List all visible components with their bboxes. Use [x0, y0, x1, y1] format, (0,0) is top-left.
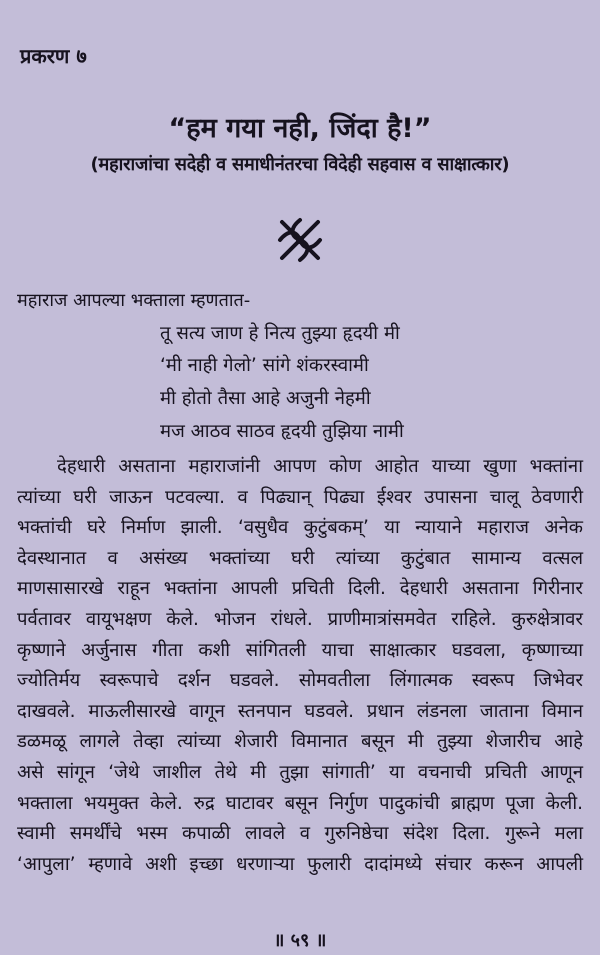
paragraph-line: भक्ताला भयमुक्त केले. रुद्र घाटावर बसून निर्गुण पादुकांची ब्राह्मण पूजा केली.	[17, 792, 583, 814]
paragraph-line: दाखवले. माऊलीसारखे वागून स्तनपान घडवले. प्रधान लंडनला जाताना विमान	[17, 700, 583, 722]
verse-line: मी होतो तैसा आहे अजुनी नेहमी	[160, 388, 371, 409]
paragraph-line: पर्वतावर वायूभक्षण केले. भोजन रांधले. प्राणीमात्रांसमवेत राहिले. कुरुक्षेत्रावर	[17, 608, 583, 630]
verse-line: ‘मी नाही गेलो’ सांगे शंकरस्वामी	[160, 355, 369, 376]
floral-ornament-icon	[276, 216, 324, 264]
paragraph-line: स्वामी समर्थींचे भस्म कपाळी लावले व गुरुनिष्ठेचा संदेश दिला. गुरूने मला	[17, 823, 583, 845]
chapter-label: प्रकरण ७	[20, 44, 87, 68]
paragraph-line: देहधारी असताना महाराजांनी आपण कोण आहोत याच्या खुणा भक्तांना	[57, 456, 583, 477]
paragraph-line: त्यांच्या घरी जाऊन पटवल्या. व पिढ्यान् पिढ्या ईश्वर उपासना चालू ठेवणारी	[17, 486, 583, 508]
paragraph-line: देवस्थानात व असंख्य भक्तांच्या घरी त्यांच्या कुटुंबात सामान्य वत्सल	[17, 547, 583, 569]
intro-line: महाराज आपल्या भक्ताला म्हणतात-	[17, 290, 251, 311]
paragraph-line: असे सांगून ‘जेथे जाशील तेथे मी तुझा सांगाती’ या वचनाची प्रचिती आणून	[17, 761, 583, 783]
paragraph-line: कृष्णाने अर्जुनास गीता कशी सांगितली याचा साक्षात्कार घडवला, कृष्णाच्या	[17, 639, 583, 661]
verse-line: मज आठव साठव हृदयी तुझिया नामी	[160, 421, 404, 442]
body-paragraph	[17, 452, 583, 880]
paragraph-line: भक्तांची घरे निर्माण झाली. ‘वसुधैव कुटुंबकम्’ या न्यायाने महाराज अनेक	[17, 517, 583, 539]
chapter-title: “हम गया नही, जिंदा है!”	[168, 113, 432, 144]
paragraph-line: डळमळू लागले तेव्हा त्यांच्या शेजारी विमानात बसून मी तुझ्या शेजारीच आहे	[17, 731, 583, 753]
paragraph-line: ज्योतिर्मय स्वरूपाचे दर्शन घडवले. सोमवतीला लिंगात्मक स्वरूप जिभेवर	[17, 670, 583, 692]
verse-line: तू सत्य जाण हे नित्य तुझ्या हृदयी मी	[160, 323, 400, 344]
paragraph-line: माणसासारखे राहून भक्तांना आपली प्रचिती दिली. देहधारी असताना गिरीनार	[17, 578, 583, 600]
chapter-subtitle: (महाराजांचा सदेही व समाधीनंतरचा विदेही सहवास व साक्षात्कार)	[90, 154, 510, 175]
page-number: ॥ ५९ ॥	[273, 930, 327, 951]
paragraph-line: ‘आपुला’ म्हणावे अशी इच्छा धरणाऱ्या फुलारी दादांमध्ये संचार करून आपली	[17, 853, 583, 875]
